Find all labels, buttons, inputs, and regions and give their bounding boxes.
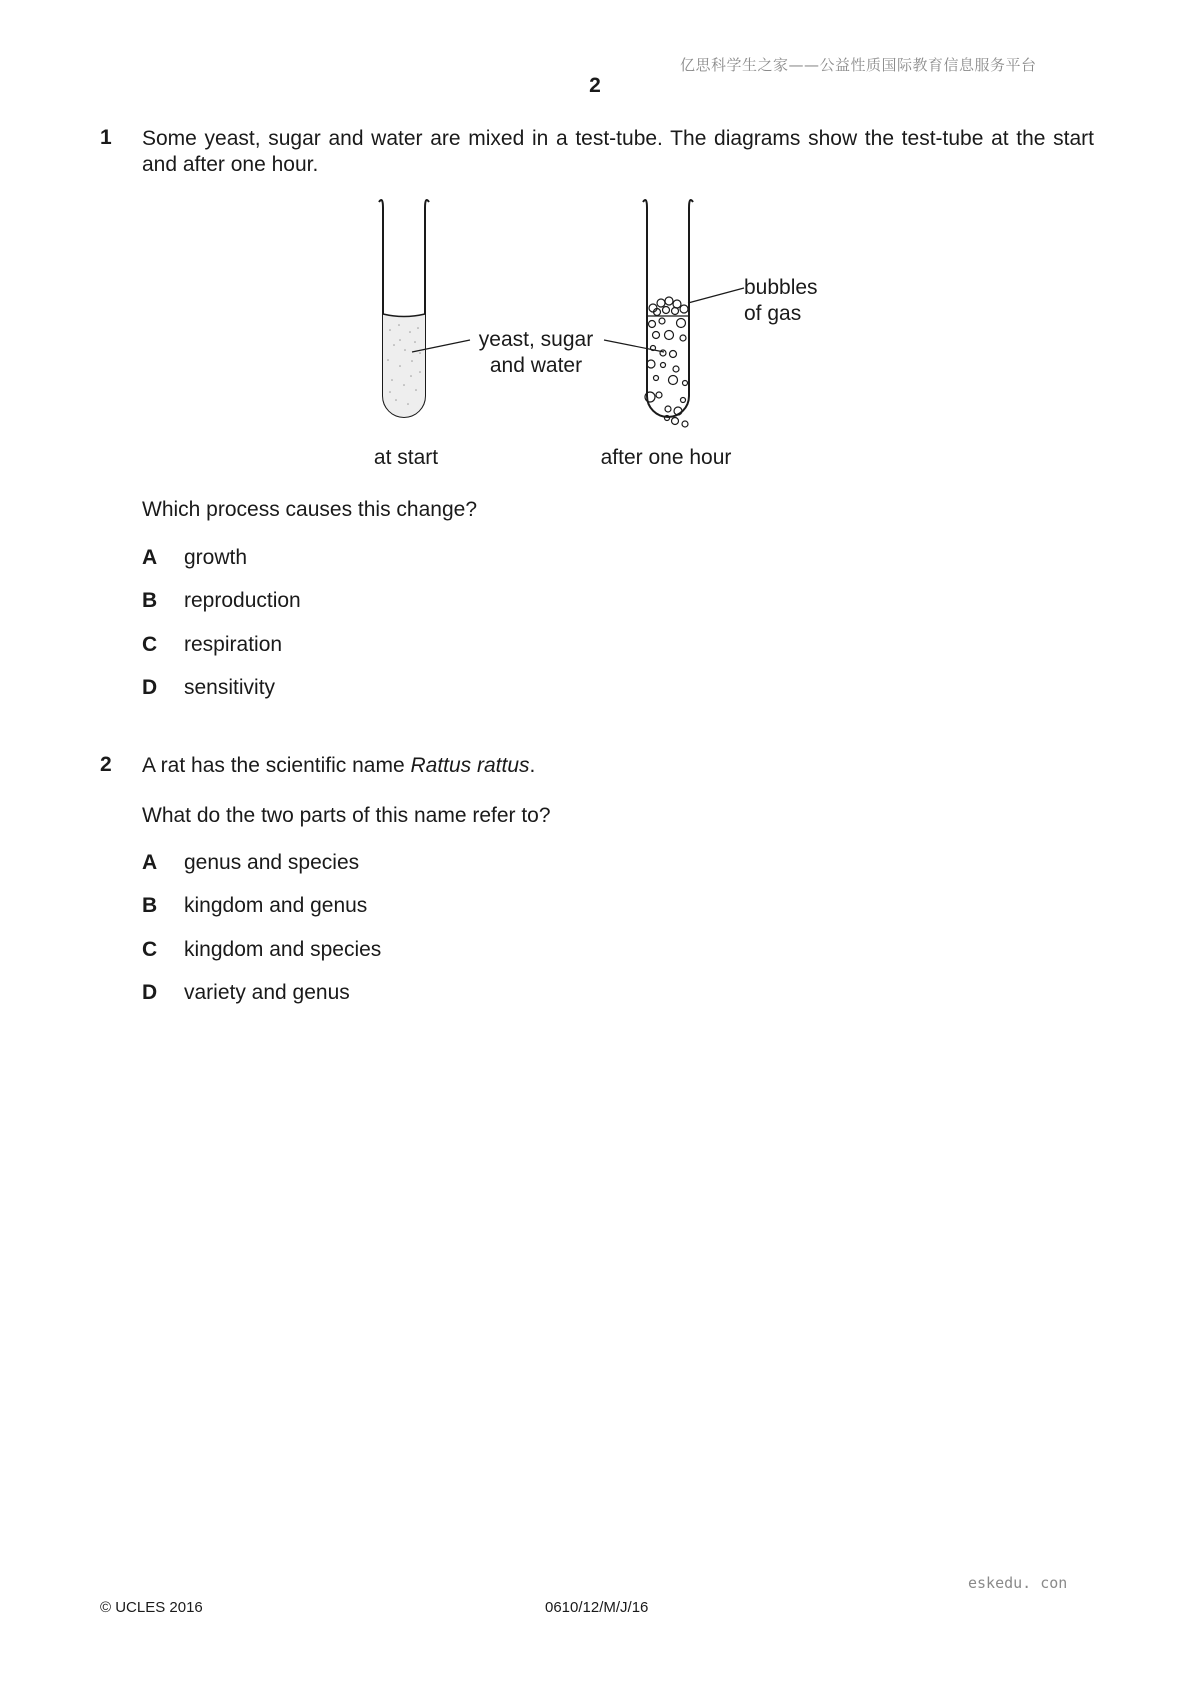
q2-option-a-letter: A [142, 851, 158, 874]
q1-option-a-text: growth [184, 546, 248, 569]
page-number: 2 [589, 74, 601, 97]
question-1-stem: Some yeast, sugar and water are mixed in a test-tube. The diagrams show the test-tube at the start and after one hour. [142, 127, 1094, 176]
watermark-footer: eskedu. con [968, 1574, 1068, 1592]
q2-option-a-text: genus and species [184, 851, 360, 874]
q2-option-c-letter: C [142, 938, 158, 961]
watermark-header: 亿思科学生之家——公益性质国际教育信息服务平台 [680, 56, 1037, 74]
label-mixture-line1: yeast, sugar [478, 328, 594, 351]
q2-option-b-letter: B [142, 894, 158, 917]
question-2-stem [142, 753, 535, 779]
q1-option-b-text: reproduction [184, 589, 301, 612]
q1-option-c-letter: C [142, 633, 158, 656]
q2-option-b-text: kingdom and genus [184, 894, 368, 917]
question-1-prompt: Which process causes this change? [142, 498, 478, 521]
footer-paper-code: 0610/12/M/J/16 [545, 1599, 649, 1616]
test-tube-diagram [0, 190, 1190, 480]
question-1-number: 1 [100, 126, 112, 149]
q1-option-b-letter: B [142, 589, 158, 612]
label-after-one-hour: after one hour [600, 446, 732, 469]
label-at-start: at start [373, 446, 439, 469]
footer-copyright: © UCLES 2016 [100, 1599, 203, 1616]
test-tube-at-start [379, 200, 470, 417]
question-2-stem-suffix: . [529, 754, 536, 777]
question-2-stem-prefix: A rat has the scientific name [142, 754, 411, 777]
q1-option-d-text: sensitivity [184, 676, 276, 699]
q1-option-a-letter: A [142, 546, 158, 569]
test-tube-after-one-hour [604, 200, 744, 427]
q2-option-c-text: kingdom and species [184, 938, 382, 961]
q2-option-d-text: variety and genus [184, 981, 350, 1004]
question-2-prompt: What do the two parts of this name refer to? [142, 804, 551, 827]
question-2-scientific-name: Rattus rattus [410, 754, 530, 777]
q1-option-d-letter: D [142, 676, 158, 699]
label-bubbles-line2: of gas [744, 302, 802, 325]
label-bubbles-line1: bubbles [744, 276, 818, 299]
label-mixture-line2: and water [489, 354, 583, 377]
question-2-number: 2 [100, 753, 112, 776]
q2-option-d-letter: D [142, 981, 158, 1004]
q1-option-c-text: respiration [184, 633, 283, 656]
